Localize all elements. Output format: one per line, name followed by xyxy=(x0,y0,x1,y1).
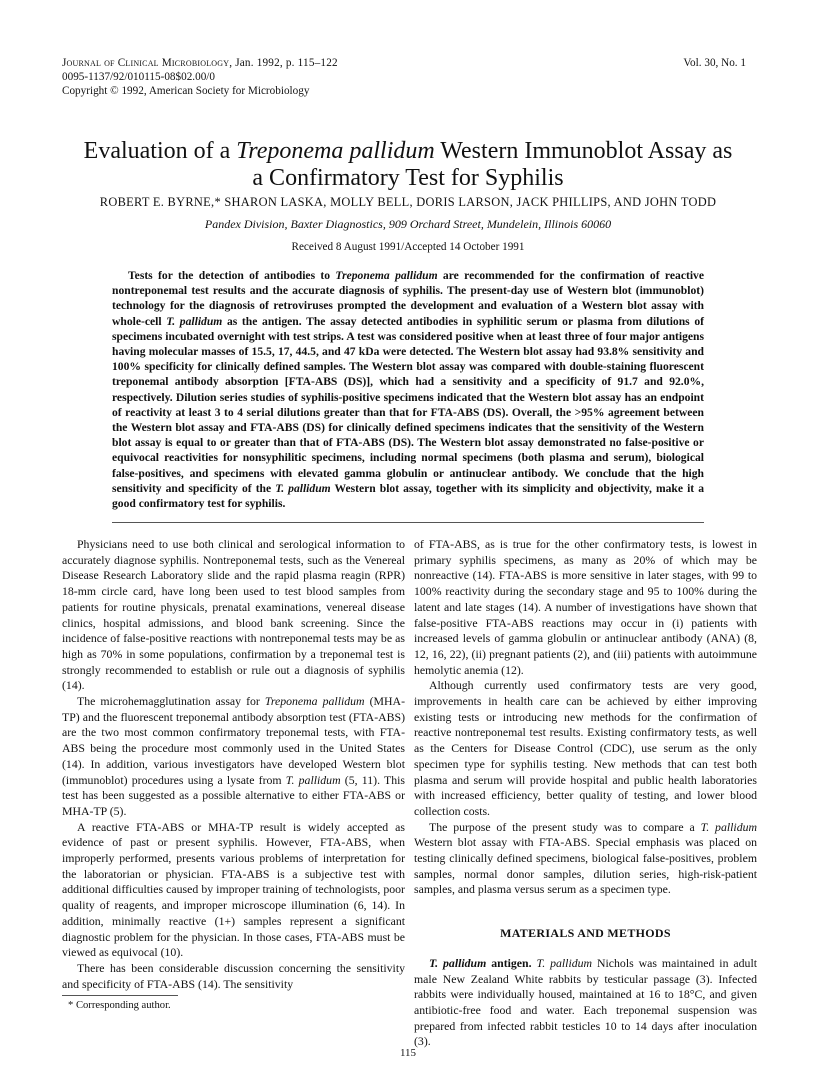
body-column-left xyxy=(62,537,405,992)
article-title xyxy=(40,138,776,192)
journal-issue: , Jan. 1992, p. 115–122 xyxy=(229,57,338,69)
volume-info: Vol. 30, No. 1 xyxy=(683,57,746,69)
text-run: Nichols was maintained in adult male New Zealand White rabbits by testicular passage (3). Infected rabbits were individually housed, maintained at 16 to 18°C, and given antibiotic-free food and water. Each treponemal suspension was prepared from infected rabbit testicles 10 to 14 days after inoculation (3). xyxy=(414,955,758,1049)
paragraph: A reactive FTA-ABS or MHA-TP result is widely accepted as evidence of past or present syphilis. However, FTA-ABS, when improperly performed, presents various problems of interpretation for the laboratorian or physician. FTA-ABS is a subjective test with additional difficulties caused by improper training of technologists, poor quality of reagents, and improper microscope illumination (6, 14). In addition, minimally reactive (1+) samples represent a significant diagnostic problem for the physician. In those cases, FTA-ABS must be viewed as equivocal (10). xyxy=(62,819,405,960)
paragraph xyxy=(414,820,757,899)
title-italic: Treponema pallidum xyxy=(236,138,435,164)
abstract-text: as the antigen. The assay detected antibodies in syphilitic serum or plasma from dilutions of specimens incubated overnight with test strips. A test was considered positive when at least three of four major antigens having molecular masses of 15.5, 17, 44.5, and 47 kDa were detected. The Western blot assay had 93.8% sensitivity and 100% specificity for clinically defined samples. The Western blot assay was compared with double-staining fluorescent treponemal antibody absorption [FTA-ABS (DS)], which had a sensitivity and a specificity of 91.7 and 92.0%, respectively. Dilution series studies of syphilis-positive specimens indicated that the Western blot assay has an endpoint of reactivity at least 3 to 4 serial dilutions greater than that for FTA-ABS (DS). Overall, the >95% agreement between the Western blot assay and FTA-ABS (DS) for clinically defined specimens indicates that the sensitivity of the Western blot assay is equal to or greater than that of FTA-ABS (DS). The Western blot assay demonstrated no false-positive or equivocal reactivities for nonsyphilitic specimens, including normal specimens (both plasma and serum), biological false-positives, and specimens with elevated gamma globulin or antinuclear antibody. We conclude that the high sensitivity and specificity of the xyxy=(112,314,704,495)
author-list: ROBERT E. BYRNE,* SHARON LASKA, MOLLY BELL, DORIS LARSON, JACK PHILLIPS, AND JOHN TODD xyxy=(99,195,717,209)
run-in-heading xyxy=(429,956,537,970)
footnote: * Corresponding author. xyxy=(68,1000,171,1011)
text-run: The microhemagglutination assay for xyxy=(77,694,265,709)
italic-run: T. pallidum xyxy=(429,955,487,970)
text-run: Western blot assay with FTA-ABS. Special emphasis was placed on testing clinically defined specimens, biological false-positives, problem samples, normal donor samples, dilution series, high-risk-patient samples, and plasma versus serum as a specimen type. xyxy=(414,835,757,897)
paragraph: Physicians need to use both clinical and serological information to accurately diagnose syphilis. Nontreponemal tests, such as the Venereal Disease Research Laboratory slide and the rapid plasma reagin (RPR) 18-mm circle card, have long been used to test blood samples from patients for routine physicals, prenatal examinations, venereal disease clinics, hospital admissions, and blood bank screening. Since the incidence of false-positive reactions with nontreponemal tests may be as high as 70% in some populations, confirmation by a treponemal test is strongly recommended to establish or rule out a diagnosis of syphilis (14). xyxy=(62,537,405,693)
italic-run: T. pallidum xyxy=(285,772,341,787)
abstract xyxy=(112,268,704,511)
title-line2: a Confirmatory Test for Syphilis xyxy=(252,165,564,191)
abstract-italic: Treponema pallidum xyxy=(335,269,438,282)
text-run: antigen. xyxy=(486,955,537,970)
abstract-text: Western blot assay, together with its simplicity and objectivity, make it a good confirmatory test for syphilis. xyxy=(112,481,704,511)
page-number: 115 xyxy=(399,1047,417,1059)
text-run: (5, 11). This test has been suggested as a possible alternative to either FTA-ABS or MHA-TP (5). xyxy=(62,772,405,818)
italic-run: T. pallidum xyxy=(700,819,758,834)
paragraph xyxy=(62,694,405,820)
copyright: Copyright © 1992, American Society for Microbiology xyxy=(62,85,310,97)
text-run: The purpose of the present study was to compare a xyxy=(429,819,701,834)
title-part1: Evaluation of a xyxy=(83,138,237,164)
abstract-italic: T. pallidum xyxy=(275,481,331,495)
abstract-text: Tests for the detection of antibodies to xyxy=(128,269,336,282)
abstract-italic: T. pallidum xyxy=(166,314,223,328)
journal-citation xyxy=(62,57,338,69)
paragraph: Although currently used confirmatory tests are very good, improvements in health care can be achieved by either improving existing tests or introducing new methods for the confirmation of reactive nontreponemal test results. Existing confirmatory tests, as well as the Centers for Disease Control (CDC), use serum as the only specimen type for syphilis testing. New methods that can test both plasma and serum will provide hospital and public health laboratories with increased efficiency, better quality of testing, and lower blood collection costs. xyxy=(414,678,757,818)
title-part2: Western Immunoblot Assay as xyxy=(434,138,733,164)
italic-run: Treponema pallidum xyxy=(264,694,365,709)
paragraph: of FTA-ABS, as is true for the other confirmatory tests, is lowest in primary syphilis specimens, as many as 20% of which may be nonreactive (14). FTA-ABS is more sensitive in later stages, with 99 to 100% reactivity during the secondary stage and 95 to 100% during the latent and late stages (14). A number of investigations have shown that false-positive FTA-ABS reactions may occur in (i) patients with increased levels of gamma globulin or antinuclear antibody (ANA) (8, 12, 16, 22), (ii) pregnant patients (2), and (iii) patients with autoimmune hemolytic anemia (12). xyxy=(414,537,757,677)
text-run: (MHA-TP) and the fluorescent treponemal antibody absorption test (FTA-ABS) are the two most common confirmatory treponemal tests, with FTA-ABS being the procedure most commonly used in the United States (14). In addition, various investigators have developed Western blot (immunoblot) procedures using a lysate from xyxy=(62,694,405,787)
body-column-right xyxy=(414,537,757,1050)
affiliation: Pandex Division, Baxter Diagnostics, 909 Orchard Street, Mundelein, Illinois 60060 xyxy=(204,217,612,231)
journal-name: Journal of Clinical Microbiology xyxy=(62,57,230,69)
article-code: 0095-1137/92/010115-08$02.00/0 xyxy=(62,71,215,83)
section-heading: MATERIALS AND METHODS xyxy=(500,926,671,941)
paragraph xyxy=(414,956,757,1050)
abstract-divider xyxy=(112,522,704,523)
received-date: Received 8 August 1991/Accepted 14 October 1991 xyxy=(291,241,525,253)
paragraph: There has been considerable discussion concerning the sensitivity and specificity of FTA-ABS (14). The sensitivity xyxy=(62,960,405,991)
footnote-divider xyxy=(62,995,178,996)
italic-run: T. pallidum xyxy=(536,955,593,970)
abstract-text: are recommended for the confirmation of reactive nontreponemal test results and the accurate diagnosis of syphilis. The present-day use of Western blot (immunoblot) technology for the diagnosis of retroviruses prompted the development and evaluation of a Western blot assay with whole-cell xyxy=(112,269,704,328)
